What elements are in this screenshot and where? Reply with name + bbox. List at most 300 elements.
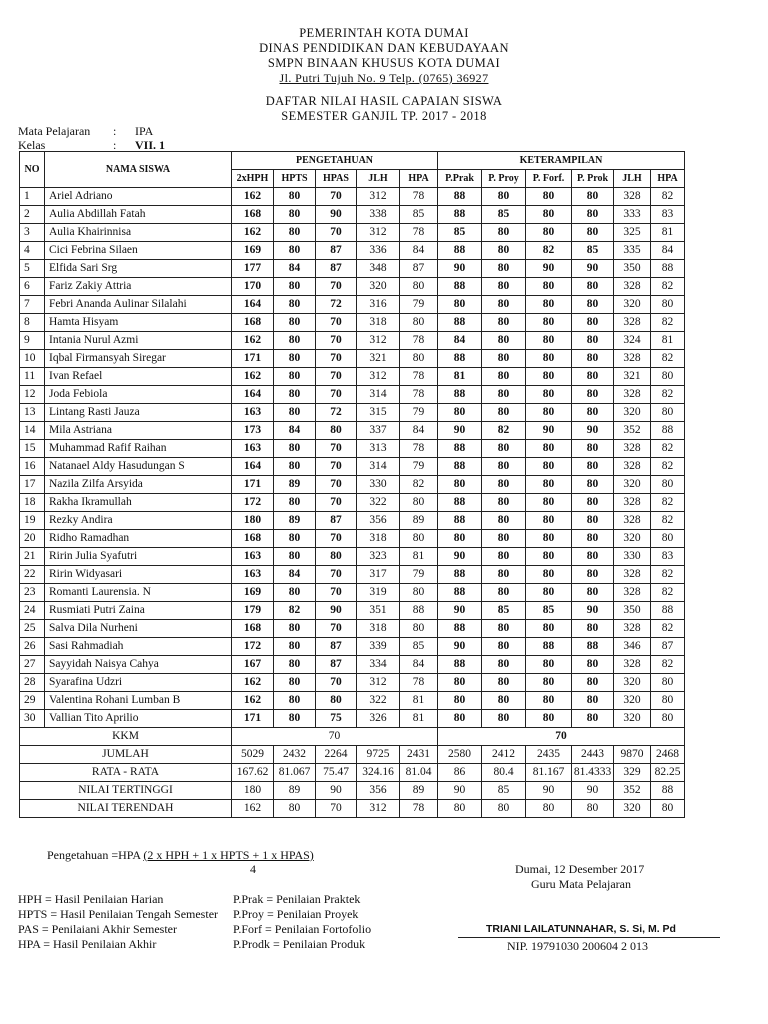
table-row <box>20 494 685 512</box>
grade-cell: 80 <box>526 530 572 548</box>
summary-value: 75.47 <box>316 764 357 782</box>
grade-cell: 80 <box>651 692 685 710</box>
grade-cell: 350 <box>614 602 651 620</box>
grade-cell: 328 <box>614 584 651 602</box>
grade-cell: 314 <box>357 386 400 404</box>
student-name: Syarafina Udzri <box>45 674 232 692</box>
signature-name: TRIANI LAILATUNNAHAR, S. Si, M. Pd <box>486 923 676 935</box>
grade-cell: 81 <box>651 224 685 242</box>
grade-cell: 163 <box>232 548 274 566</box>
col-header-0: 2xHPH <box>232 170 274 188</box>
grade-cell: 70 <box>316 350 357 368</box>
row-number: 30 <box>20 710 45 728</box>
summary-value: 90 <box>572 782 614 800</box>
grade-cell: 80 <box>482 278 526 296</box>
row-number: 1 <box>20 188 45 206</box>
summary-value: 89 <box>400 782 438 800</box>
grade-cell: 80 <box>572 584 614 602</box>
summary-value: 180 <box>232 782 274 800</box>
col-header-name: NAMA SISWA <box>45 152 232 188</box>
grade-cell: 90 <box>572 260 614 278</box>
col-header-2: HPAS <box>316 170 357 188</box>
grade-cell: 88 <box>438 620 482 638</box>
grade-cell: 80 <box>482 692 526 710</box>
grade-cell: 321 <box>614 368 651 386</box>
grade-cell: 80 <box>526 332 572 350</box>
row-number: 28 <box>20 674 45 692</box>
grade-cell: 323 <box>357 548 400 566</box>
formula <box>47 848 314 863</box>
grade-cell: 84 <box>400 422 438 440</box>
grade-cell: 317 <box>357 566 400 584</box>
grade-cell: 80 <box>274 584 316 602</box>
grade-cell: 316 <box>357 296 400 314</box>
student-name: Rakha Ikramullah <box>45 494 232 512</box>
grade-cell: 80 <box>274 674 316 692</box>
grade-cell: 90 <box>438 422 482 440</box>
grade-cell: 80 <box>572 476 614 494</box>
summary-value: 90 <box>316 782 357 800</box>
grade-cell: 80 <box>526 350 572 368</box>
grade-cell: 80 <box>526 620 572 638</box>
summary-value: 86 <box>438 764 482 782</box>
summary-value: 81.167 <box>526 764 572 782</box>
grade-cell: 80 <box>438 476 482 494</box>
legend-hpts: HPTS = Hasil Penilaian Tengah Semester <box>18 907 219 921</box>
row-number: 4 <box>20 242 45 260</box>
grade-cell: 80 <box>274 710 316 728</box>
student-name: Sayyidah Naisya Cahya <box>45 656 232 674</box>
grade-cell: 87 <box>316 512 357 530</box>
grade-cell: 168 <box>232 620 274 638</box>
grades-table <box>19 151 685 818</box>
grade-cell: 80 <box>274 530 316 548</box>
summary-value: 2580 <box>438 746 482 764</box>
grade-cell: 80 <box>274 332 316 350</box>
grade-cell: 80 <box>526 206 572 224</box>
row-number: 12 <box>20 386 45 404</box>
summary-value: 81.04 <box>400 764 438 782</box>
table-row <box>20 332 685 350</box>
grade-cell: 90 <box>572 422 614 440</box>
grade-cell: 88 <box>438 350 482 368</box>
grade-cell: 322 <box>357 692 400 710</box>
group-header-keterampilan: KETERAMPILAN <box>438 152 685 170</box>
row-number: 11 <box>20 368 45 386</box>
grade-cell: 80 <box>482 530 526 548</box>
subject-line <box>18 124 153 139</box>
class-separator: : <box>113 138 117 152</box>
grade-cell: 88 <box>438 440 482 458</box>
grade-cell: 85 <box>482 206 526 224</box>
grade-cell: 89 <box>400 512 438 530</box>
grade-cell: 171 <box>232 476 274 494</box>
grade-cell: 333 <box>614 206 651 224</box>
table-row <box>20 350 685 368</box>
summary-row <box>20 782 685 800</box>
student-name: Ridho Ramadhan <box>45 530 232 548</box>
grade-cell: 162 <box>232 674 274 692</box>
student-name: Aulia Abdillah Fatah <box>45 206 232 224</box>
grade-cell: 80 <box>526 368 572 386</box>
summary-value: 5029 <box>232 746 274 764</box>
row-number: 14 <box>20 422 45 440</box>
grade-cell: 336 <box>357 242 400 260</box>
grade-cell: 70 <box>316 314 357 332</box>
grade-cell: 80 <box>274 368 316 386</box>
summary-row <box>20 800 685 818</box>
grade-cell: 348 <box>357 260 400 278</box>
grade-cell: 320 <box>614 674 651 692</box>
grade-cell: 163 <box>232 404 274 422</box>
grade-cell: 80 <box>482 638 526 656</box>
grade-cell: 80 <box>400 620 438 638</box>
grade-cell: 80 <box>572 296 614 314</box>
summary-value: 80.4 <box>482 764 526 782</box>
grade-cell: 320 <box>614 404 651 422</box>
grade-cell: 84 <box>274 260 316 278</box>
grade-cell: 80 <box>526 512 572 530</box>
signature-line <box>458 937 720 938</box>
header-department: DINAS PENDIDIKAN DAN KEBUDAYAAN <box>259 41 509 55</box>
group-header-pengetahuan: PENGETAHUAN <box>232 152 438 170</box>
grade-cell: 72 <box>316 404 357 422</box>
grade-cell: 80 <box>482 224 526 242</box>
student-name: Joda Febiola <box>45 386 232 404</box>
col-header-7: P. Forf. <box>526 170 572 188</box>
grade-cell: 82 <box>651 620 685 638</box>
table-row <box>20 440 685 458</box>
grade-cell: 80 <box>274 440 316 458</box>
grade-cell: 352 <box>614 422 651 440</box>
grade-cell: 80 <box>526 710 572 728</box>
grade-cell: 80 <box>526 476 572 494</box>
summary-value: 80 <box>274 800 316 818</box>
grade-cell: 80 <box>438 404 482 422</box>
summary-value: 80 <box>482 800 526 818</box>
summary-value: 80 <box>572 800 614 818</box>
row-number: 9 <box>20 332 45 350</box>
grade-cell: 75 <box>316 710 357 728</box>
subject-value: IPA <box>135 124 154 138</box>
subject-label: Mata Pelajaran <box>18 124 91 138</box>
legend-hph: HPH = Hasil Penilaian Harian <box>18 892 164 906</box>
summary-value: 324.16 <box>357 764 400 782</box>
grade-cell: 80 <box>438 692 482 710</box>
grade-cell: 80 <box>572 188 614 206</box>
formula-prefix: Pengetahuan =HPA <box>47 848 144 862</box>
grade-cell: 81 <box>400 710 438 728</box>
grade-cell: 328 <box>614 494 651 512</box>
grade-cell: 80 <box>572 458 614 476</box>
grade-cell: 80 <box>482 710 526 728</box>
grade-cell: 80 <box>572 332 614 350</box>
grade-cell: 80 <box>572 314 614 332</box>
grade-cell: 80 <box>651 674 685 692</box>
student-name: Ririn Widyasari <box>45 566 232 584</box>
grade-cell: 80 <box>274 656 316 674</box>
grade-cell: 80 <box>572 692 614 710</box>
row-number: 27 <box>20 656 45 674</box>
header-school: SMPN BINAAN KHUSUS KOTA DUMAI <box>267 56 501 70</box>
student-name: Aulia Khairinnisa <box>45 224 232 242</box>
grade-cell: 87 <box>316 638 357 656</box>
grade-cell: 80 <box>526 314 572 332</box>
grade-cell: 88 <box>438 512 482 530</box>
summary-value: 352 <box>614 782 651 800</box>
grade-cell: 179 <box>232 602 274 620</box>
student-name: Natanael Aldy Hasudungan S <box>45 458 232 476</box>
summary-value: 85 <box>482 782 526 800</box>
kkm-pengetahuan: 70 <box>232 728 438 746</box>
grade-cell: 168 <box>232 206 274 224</box>
grade-cell: 82 <box>651 458 685 476</box>
student-name: Vallian Tito Aprilio <box>45 710 232 728</box>
grade-cell: 80 <box>526 386 572 404</box>
grade-cell: 84 <box>274 422 316 440</box>
grade-cell: 88 <box>651 602 685 620</box>
table-row <box>20 224 685 242</box>
grade-cell: 80 <box>572 368 614 386</box>
col-header-6: P. Proy <box>482 170 526 188</box>
summary-value: 2431 <box>400 746 438 764</box>
grade-cell: 82 <box>651 188 685 206</box>
grade-cell: 330 <box>357 476 400 494</box>
student-name: Intania Nurul Azmi <box>45 332 232 350</box>
summary-value: 80 <box>438 800 482 818</box>
grade-cell: 80 <box>274 404 316 422</box>
summary-value: 312 <box>357 800 400 818</box>
table-row <box>20 584 685 602</box>
row-number: 8 <box>20 314 45 332</box>
grade-cell: 80 <box>526 548 572 566</box>
summary-value: 9725 <box>357 746 400 764</box>
class-value: VII. 1 <box>135 138 166 152</box>
grade-cell: 90 <box>438 260 482 278</box>
grade-cell: 70 <box>316 476 357 494</box>
grade-cell: 88 <box>438 656 482 674</box>
grade-cell: 80 <box>274 206 316 224</box>
grade-cell: 318 <box>357 530 400 548</box>
grade-cell: 80 <box>526 584 572 602</box>
grade-cell: 80 <box>651 368 685 386</box>
student-rows <box>20 188 685 728</box>
legend-pproy: P.Proy = Penilaian Proyek <box>233 907 359 921</box>
grade-cell: 80 <box>482 566 526 584</box>
grade-cell: 70 <box>316 674 357 692</box>
table-row <box>20 710 685 728</box>
grade-cell: 177 <box>232 260 274 278</box>
grade-cell: 318 <box>357 620 400 638</box>
grade-cell: 72 <box>316 296 357 314</box>
summary-value: 9870 <box>614 746 651 764</box>
table-row <box>20 278 685 296</box>
kkm-row <box>20 728 685 746</box>
grade-cell: 85 <box>526 602 572 620</box>
grade-cell: 85 <box>438 224 482 242</box>
grade-cell: 80 <box>572 710 614 728</box>
student-name: Lintang Rasti Jauza <box>45 404 232 422</box>
grade-cell: 80 <box>400 494 438 512</box>
student-name: Fariz Zakiy Attria <box>45 278 232 296</box>
student-name: Hamta Hisyam <box>45 314 232 332</box>
grade-cell: 338 <box>357 206 400 224</box>
grade-cell: 80 <box>482 350 526 368</box>
row-number: 13 <box>20 404 45 422</box>
formula-denominator: 4 <box>250 862 256 876</box>
grade-cell: 80 <box>274 224 316 242</box>
row-number: 23 <box>20 584 45 602</box>
grade-cell: 80 <box>526 494 572 512</box>
grade-cell: 312 <box>357 224 400 242</box>
formula-numerator: (2 x HPH + 1 x HPTS + 1 x HPAS) <box>143 848 314 862</box>
grade-cell: 82 <box>651 350 685 368</box>
grade-cell: 80 <box>572 656 614 674</box>
summary-rows <box>20 728 685 818</box>
table-row <box>20 404 685 422</box>
student-name: Cici Febrina Silaen <box>45 242 232 260</box>
grade-cell: 81 <box>400 548 438 566</box>
grade-cell: 80 <box>400 530 438 548</box>
grade-cell: 171 <box>232 710 274 728</box>
grade-cell: 312 <box>357 674 400 692</box>
grade-cell: 335 <box>614 242 651 260</box>
summary-value: 90 <box>526 782 572 800</box>
grade-cell: 324 <box>614 332 651 350</box>
table-row <box>20 314 685 332</box>
grade-cell: 88 <box>438 278 482 296</box>
grade-cell: 314 <box>357 458 400 476</box>
grade-cell: 328 <box>614 512 651 530</box>
grade-cell: 80 <box>400 314 438 332</box>
legend-hpa: HPA = Hasil Penilaian Akhir <box>18 937 157 951</box>
student-name: Sasi Rahmadiah <box>45 638 232 656</box>
grade-cell: 170 <box>232 278 274 296</box>
grade-cell: 80 <box>274 350 316 368</box>
col-header-4: HPA <box>400 170 438 188</box>
grade-cell: 80 <box>438 296 482 314</box>
row-number: 29 <box>20 692 45 710</box>
grade-cell: 169 <box>232 242 274 260</box>
grade-cell: 80 <box>274 638 316 656</box>
col-header-1: HPTS <box>274 170 316 188</box>
summary-value: 89 <box>274 782 316 800</box>
grade-cell: 78 <box>400 674 438 692</box>
header-government: PEMERINTAH KOTA DUMAI <box>299 26 469 40</box>
grade-cell: 80 <box>482 332 526 350</box>
grade-cell: 82 <box>400 476 438 494</box>
grade-cell: 90 <box>438 638 482 656</box>
student-name: Salva Dila Nurheni <box>45 620 232 638</box>
grade-cell: 80 <box>482 494 526 512</box>
grade-cell: 82 <box>651 314 685 332</box>
grade-cell: 88 <box>438 206 482 224</box>
grade-cell: 172 <box>232 494 274 512</box>
grade-cell: 78 <box>400 224 438 242</box>
grade-cell: 80 <box>400 584 438 602</box>
grade-cell: 80 <box>482 674 526 692</box>
grade-cell: 81 <box>400 692 438 710</box>
legend-pprak: P.Prak = Penilaian Praktek <box>233 892 361 906</box>
grade-cell: 82 <box>651 566 685 584</box>
grade-cell: 80 <box>651 404 685 422</box>
grade-cell: 80 <box>526 458 572 476</box>
grade-cell: 89 <box>274 476 316 494</box>
grade-cell: 88 <box>651 422 685 440</box>
table-row <box>20 566 685 584</box>
col-header-3: JLH <box>357 170 400 188</box>
grade-cell: 88 <box>438 566 482 584</box>
grade-cell: 70 <box>316 584 357 602</box>
col-header-no: NO <box>20 152 45 188</box>
summary-value: 167.62 <box>232 764 274 782</box>
summary-value: 2412 <box>482 746 526 764</box>
summary-value: 329 <box>614 764 651 782</box>
summary-label: JUMLAH <box>20 746 232 764</box>
summary-value: 81.4333 <box>572 764 614 782</box>
grade-cell: 80 <box>316 692 357 710</box>
grade-cell: 334 <box>357 656 400 674</box>
row-number: 2 <box>20 206 45 224</box>
table-row <box>20 260 685 278</box>
grade-cell: 164 <box>232 296 274 314</box>
table-row <box>20 188 685 206</box>
row-number: 19 <box>20 512 45 530</box>
grade-cell: 88 <box>572 638 614 656</box>
grade-cell: 84 <box>651 242 685 260</box>
grade-cell: 80 <box>651 530 685 548</box>
grade-cell: 90 <box>526 422 572 440</box>
grade-cell: 89 <box>274 512 316 530</box>
grade-cell: 90 <box>316 602 357 620</box>
grade-cell: 330 <box>614 548 651 566</box>
grade-cell: 80 <box>482 620 526 638</box>
grade-cell: 80 <box>572 620 614 638</box>
grade-cell: 351 <box>357 602 400 620</box>
grade-cell: 80 <box>482 386 526 404</box>
grade-cell: 319 <box>357 584 400 602</box>
grade-cell: 80 <box>438 530 482 548</box>
grade-cell: 70 <box>316 332 357 350</box>
grade-cell: 87 <box>316 260 357 278</box>
grade-cell: 162 <box>232 368 274 386</box>
summary-value: 2435 <box>526 746 572 764</box>
table-row <box>20 530 685 548</box>
summary-value: 2468 <box>651 746 685 764</box>
student-name: Iqbal Firmansyah Siregar <box>45 350 232 368</box>
grade-cell: 162 <box>232 692 274 710</box>
grade-cell: 322 <box>357 494 400 512</box>
student-name: Valentina Rohani Lumban B <box>45 692 232 710</box>
grade-cell: 80 <box>526 692 572 710</box>
grade-cell: 80 <box>482 584 526 602</box>
col-header-8: P. Prok <box>572 170 614 188</box>
grade-cell: 80 <box>482 368 526 386</box>
grade-cell: 79 <box>400 458 438 476</box>
table-row <box>20 458 685 476</box>
grade-cell: 328 <box>614 314 651 332</box>
grade-cell: 164 <box>232 458 274 476</box>
student-name: Mila Astriana <box>45 422 232 440</box>
grade-cell: 82 <box>651 656 685 674</box>
grade-cell: 346 <box>614 638 651 656</box>
row-number: 6 <box>20 278 45 296</box>
grade-cell: 90 <box>438 602 482 620</box>
grade-cell: 80 <box>526 296 572 314</box>
grade-cell: 80 <box>651 710 685 728</box>
row-number: 18 <box>20 494 45 512</box>
grade-cell: 80 <box>438 710 482 728</box>
